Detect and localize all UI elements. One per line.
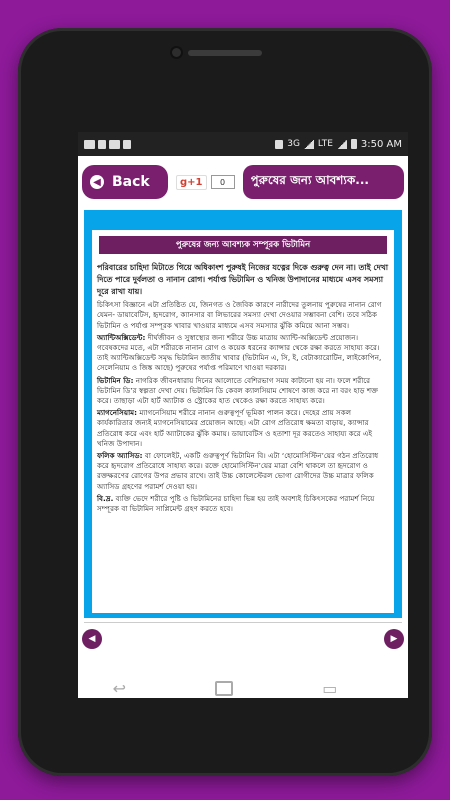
page-title-button[interactable] [243, 165, 405, 199]
paragraph-heading: ফলিক অ্যাসিড: [97, 451, 143, 461]
status-bar [78, 132, 408, 156]
article-paragraph-magnesium [97, 408, 389, 449]
back-button[interactable] [82, 165, 168, 199]
app-header [78, 156, 408, 208]
paragraph-text: ম্যাগনেসিয়াম শরীরে নানান গুরুত্বপূর্ণ ভূমিকা পালন করে। দেহের প্রায় সকল কার্যকারিতার জন্যই ম্যাগনেসিয়ামের প্রয়োজন আছে। এটা রোগ প্রতিরোধ ক্ষমতা বাড়ায়, ক্যান্সার প্রতিরোধ করে এবং হার্ট অ্যাটাকের ঝুঁকি কমায়। ডায়াবেটিস ও হতাশা দূর করতেও সাহায্য করে এই খনিজ উপাদান। [97, 408, 373, 448]
paragraph-heading: বি.দ্র. [97, 493, 114, 503]
vibrate-icon [275, 140, 283, 149]
network-type-2: LTE [317, 139, 333, 149]
article-intro: পরিবারের চাহিদা মিটাতে গিয়ে অধিকাংশ পুরুষই নিজের যত্নের দিকে গুরুত্ব দেন না। তাই দেখা দিতে পারে দুর্বলতা ও নানান রোগ। পর্যাপ্ত ভিটামিন ও খনিজ উপাদানের মাধ্যমে এসব সমস্যা দূরে রাখা যায়। [97, 263, 389, 297]
speaker-grille [188, 50, 262, 56]
recents-softkey-icon[interactable]: ▭ [322, 678, 338, 698]
notification-icon [84, 140, 95, 149]
home-softkey-icon[interactable] [215, 681, 233, 696]
article-title: পুরুষের জন্য আবশ্যক সম্পূরক ভিটামিন [99, 236, 387, 254]
article-paragraph-vitamin-d [97, 376, 389, 407]
content-panel [84, 210, 402, 618]
nav-divider [84, 622, 402, 623]
paragraph-text: দীর্ঘজীবন ও সুস্বাস্থ্যের জন্য শরীরে উচ্চ মাত্রায় অ্যান্টি-অক্সিডেন্ট প্রয়োজন। গবেষকদের মতে, এটা শরীরকে নানান রোগ ও কয়েক ধরনের ক্যান্সার থেকে রক্ষা করতে সাহায্য করে। তাই অ্যান্টিঅক্সিডেন্ট সমৃদ্ধ ভিটামিন জাতীয় খাবার (ভিটামিন এ, সি, ই, বেটাক্যারোটিন, লাইকোপিন, সেলেনিয়াম ও জিঙ্ক আছে) পুরুষের পর্যাপ্ত পরিমাণে খাওয়া দরকার। [97, 332, 382, 373]
gplus-widget [176, 175, 235, 190]
paragraph-heading: ম্যাগনেসিয়াম: [97, 408, 138, 418]
paragraph-text: নাগরিক জীবনধারায় দিনের আলোতে বেশিরভাগ সময় কাটানো হয় না। ফলে শরীরে ভিটামিন ডি’র স্বল্পতা দেখা দেয়। ভিটামিন ডি কেবল ক্যালসিয়াম শোষণে কাজ করে না বরং হাড় শক্ত করে। তাছাড়া এটা হার্ট অ্যাটাক ও স্ট্রোকের হাত থেকেও রক্ষা করতে সাহায্য করে। [97, 375, 379, 406]
article-paragraph-folic-acid [97, 451, 389, 492]
notification-icon-2 [98, 140, 106, 149]
front-camera [172, 48, 181, 57]
screen [78, 132, 408, 698]
system-navigation-bar [18, 670, 432, 706]
status-time: 3:50 AM [360, 138, 402, 150]
signal-icon [304, 140, 314, 149]
article-paragraph-antioxidant [97, 333, 389, 374]
gplus-button[interactable]: g+1 [176, 175, 207, 190]
article-paragraph: চিকিৎসা বিজ্ঞানে এটা প্রতিষ্ঠিত যে, জিনগত ও জৈবিক কারণে নারীদের তুলনায় পুরুষের নানান রোগ যেমন- ডায়াবেটিস, হৃদরোগ, ক্যানসার বা লিভারের সমস্যা দেখা দেওয়ার সম্ভাবনা বেশি। তবে সঠিক ভিটামিন ও পর্যাপ্ত সম্পূরক খাবার খাওয়ার মাধ্যমে এসব সমস্যার ঝুঁকি কমিয়ে আনা সম্ভব। [97, 300, 382, 330]
download-icon [123, 140, 131, 149]
back-arrow-icon: ◀ [90, 175, 104, 189]
paragraph-text: ব্যক্তি ভেদে শরীরে পুষ্টি ও ভিটামিনের চাহিদা ভিন্ন হয় তাই অবশ্যই চিকিৎসকের পরামর্শ নিয়ে সম্পূরক বা ভিটামিন সাপ্লিমেন্ট গ্রহণ করতে হবে। [97, 493, 375, 514]
back-softkey-icon[interactable]: ↩ [112, 678, 126, 698]
paragraph-heading: ভিটামিন ডি: [97, 375, 134, 385]
signal-icon-2 [337, 140, 347, 149]
paragraph-text: বা ফোলেইট, একটি গুরুত্বপূর্ণ ভিটামিন বি। এটা ‘হোমোসিস্টিন’য়ের গঠন প্রতিরোধ করে হৃদরোগ প্রতিরোধে সাহায্য করে। রক্তে হোমোসিস্টিন’য়ের মাত্রা বেশি থাকলে তা হৃদরোগ ও রক্তক্ষরণের রোগের উপর প্রভাব রাখে। তাই উচ্চ কোলেস্টেরল ভোগা রোগীদের উচ্চ মাত্রার ফলিক অ্যাসিড গ্রহণের পরামর্শ দেওয়া হয়। [97, 451, 379, 491]
battery-icon [351, 139, 357, 149]
page-title: পুরুষের জন্য আবশ্যক... [250, 173, 369, 187]
network-type: 3G [287, 139, 300, 149]
paragraph-heading: অ্যান্টিঅক্সিডেন্ট: [97, 332, 146, 342]
article-paragraph-note [97, 494, 389, 514]
phone-frame [18, 28, 432, 776]
next-page-button[interactable]: ▶ [384, 629, 404, 649]
previous-page-button[interactable]: ◀ [82, 629, 102, 649]
page-navigation [78, 624, 408, 654]
image-icon [109, 140, 120, 149]
back-label: Back [112, 174, 150, 190]
article-body[interactable] [92, 230, 394, 613]
gplus-count: 0 [211, 175, 235, 189]
